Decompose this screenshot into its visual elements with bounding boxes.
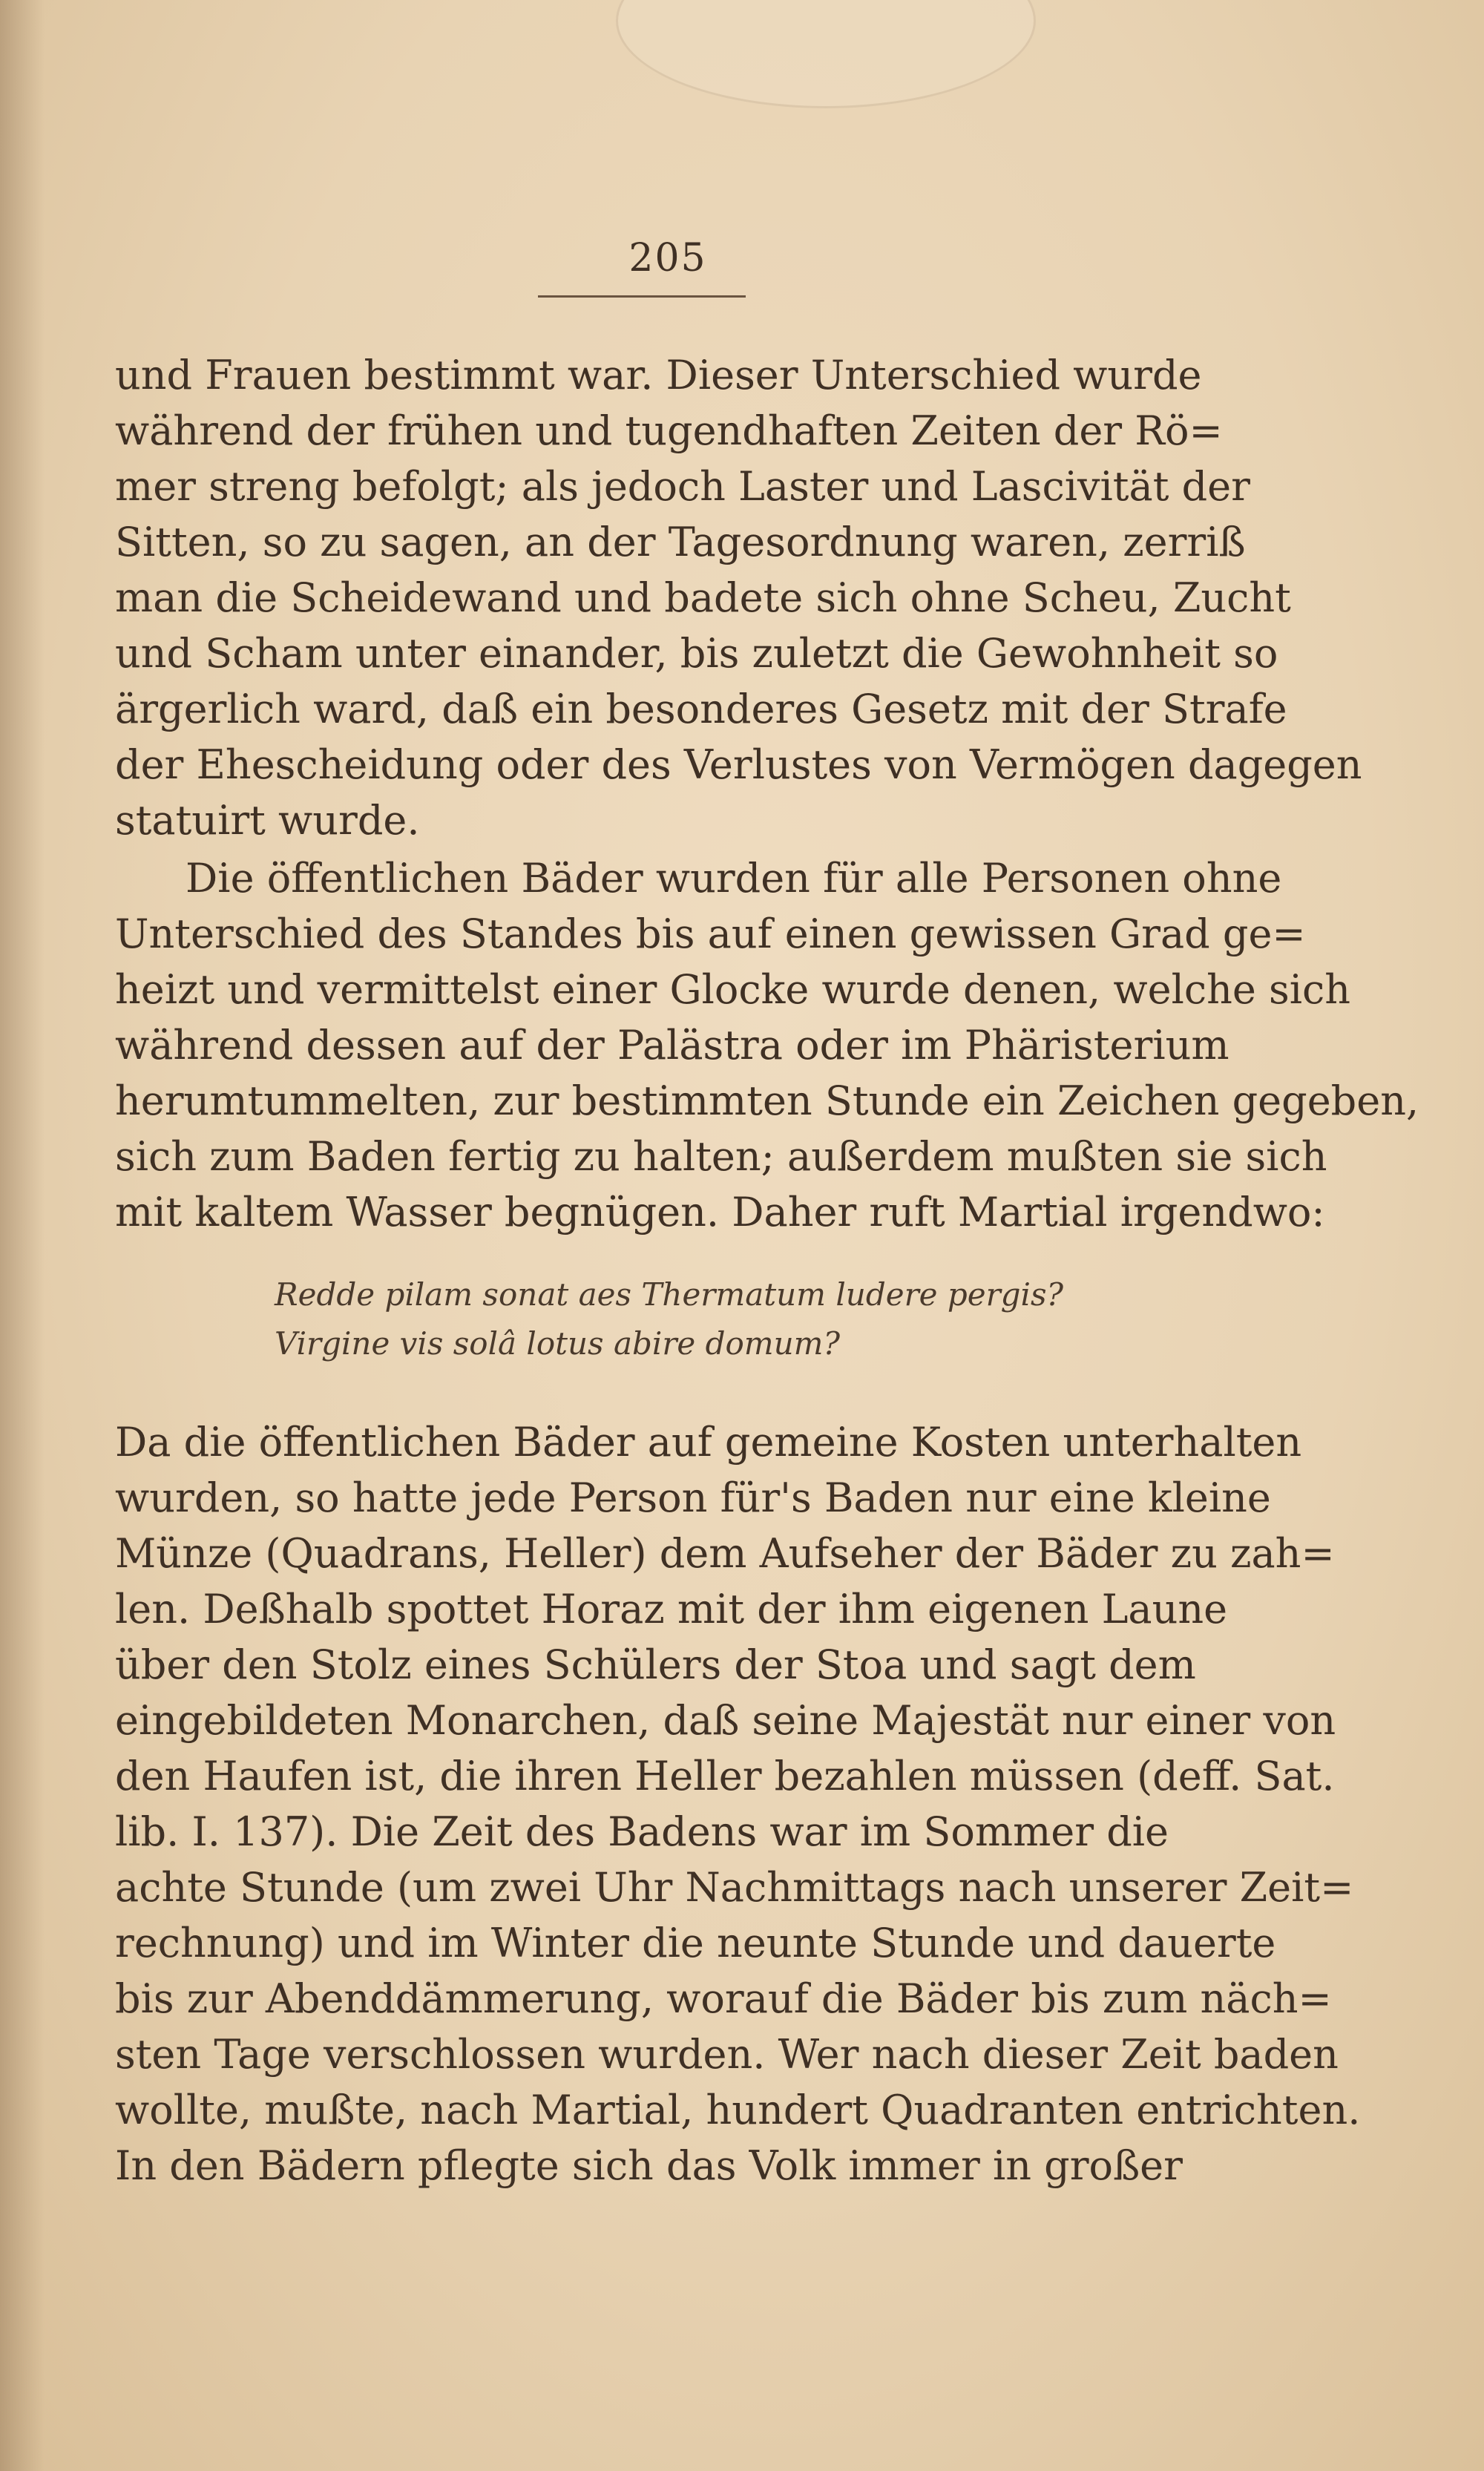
text-line: und Frauen bestimmt war. Dieser Unterschied wurde — [115, 352, 1202, 398]
text-line: herumtummelten, zur bestimmten Stunde ein Zeichen gegeben, — [115, 1077, 1419, 1124]
text-line: wollte, mußte, nach Martial, hundert Quadranten entrichten. — [115, 2087, 1361, 2133]
text-line: statuirt wurde. — [115, 797, 420, 844]
text-line: und Scham unter einander, bis zuletzt die Gewohnheit so — [115, 630, 1278, 677]
quote-line: Redde pilam sonat aes Thermatum ludere pergis? — [275, 1276, 1064, 1313]
quote-line: Virgine vis solâ lotus abire domum? — [275, 1325, 840, 1362]
text-line: len. Deßhalb spottet Horaz mit der ihm eigenen Laune — [115, 1586, 1228, 1632]
text-line: heizt und vermittelst einer Glocke wurde denen, welche sich — [115, 966, 1350, 1013]
text-line: lib. I. 137). Die Zeit des Badens war im Sommer die — [115, 1808, 1169, 1855]
text-line: sten Tage verschlossen wurden. Wer nach dieser Zeit baden — [115, 2031, 1339, 2078]
text-line: bis zur Abenddämmerung, worauf die Bäder bis zum näch= — [115, 1975, 1332, 2022]
text-line: Da die öffentlichen Bäder auf gemeine Kosten unterhalten — [115, 1419, 1302, 1466]
page-number: 205 — [628, 236, 707, 280]
text-line: Unterschied des Standes bis auf einen gewissen Grad ge= — [115, 910, 1306, 957]
text-line: sich zum Baden fertig zu halten; außerdem mußten sie sich — [115, 1133, 1327, 1180]
text-line: über den Stolz eines Schülers der Stoa und sagt dem — [115, 1641, 1196, 1688]
text-line: achte Stunde (um zwei Uhr Nachmittags nach unserer Zeit= — [115, 1864, 1354, 1911]
text-line: Die öffentlichen Bäder wurden für alle Personen ohne — [186, 855, 1282, 902]
text-line: rechnung) und im Winter die neunte Stunde und dauerte — [115, 1920, 1276, 1966]
paragraph-1 — [115, 347, 1362, 848]
text-line: während dessen auf der Palästra oder im Phäristerium — [115, 1022, 1229, 1069]
text-line: Münze (Quadrans, Heller) dem Aufseher der Bäder zu zah= — [115, 1530, 1335, 1577]
text-line: In den Bädern pflegte sich das Volk immer in großer — [115, 2142, 1183, 2189]
text-line: während der frühen und tugendhaften Zeiten der Rö= — [115, 407, 1223, 454]
text-line: eingebildeten Monarchen, daß seine Majestät nur einer von — [115, 1697, 1336, 1744]
text-line: man die Scheidewand und badete sich ohne Scheu, Zucht — [115, 574, 1291, 621]
text-line: den Haufen ist, die ihren Heller bezahlen müssen (deff. Sat. — [115, 1753, 1335, 1799]
text-line: der Ehescheidung oder des Verlustes von Vermögen dagegen — [115, 741, 1362, 788]
text-line: Sitten, so zu sagen, an der Tagesordnung waren, zerriß — [115, 519, 1246, 565]
text-line: mer streng befolgt; als jedoch Laster und Lascivität der — [115, 463, 1250, 510]
latin-quote — [275, 1270, 1064, 1368]
header-rule — [538, 295, 746, 298]
text-line: wurden, so hatte jede Person für's Baden nur eine kleine — [115, 1474, 1271, 1521]
text-line: mit kaltem Wasser begnügen. Daher ruft Martial irgendwo: — [115, 1189, 1325, 1236]
text-line: ärgerlich ward, daß ein besonderes Gesetz mit der Strafe — [115, 686, 1287, 732]
paragraph-3 — [115, 1414, 1361, 2193]
paragraph-2 — [115, 850, 1419, 1240]
